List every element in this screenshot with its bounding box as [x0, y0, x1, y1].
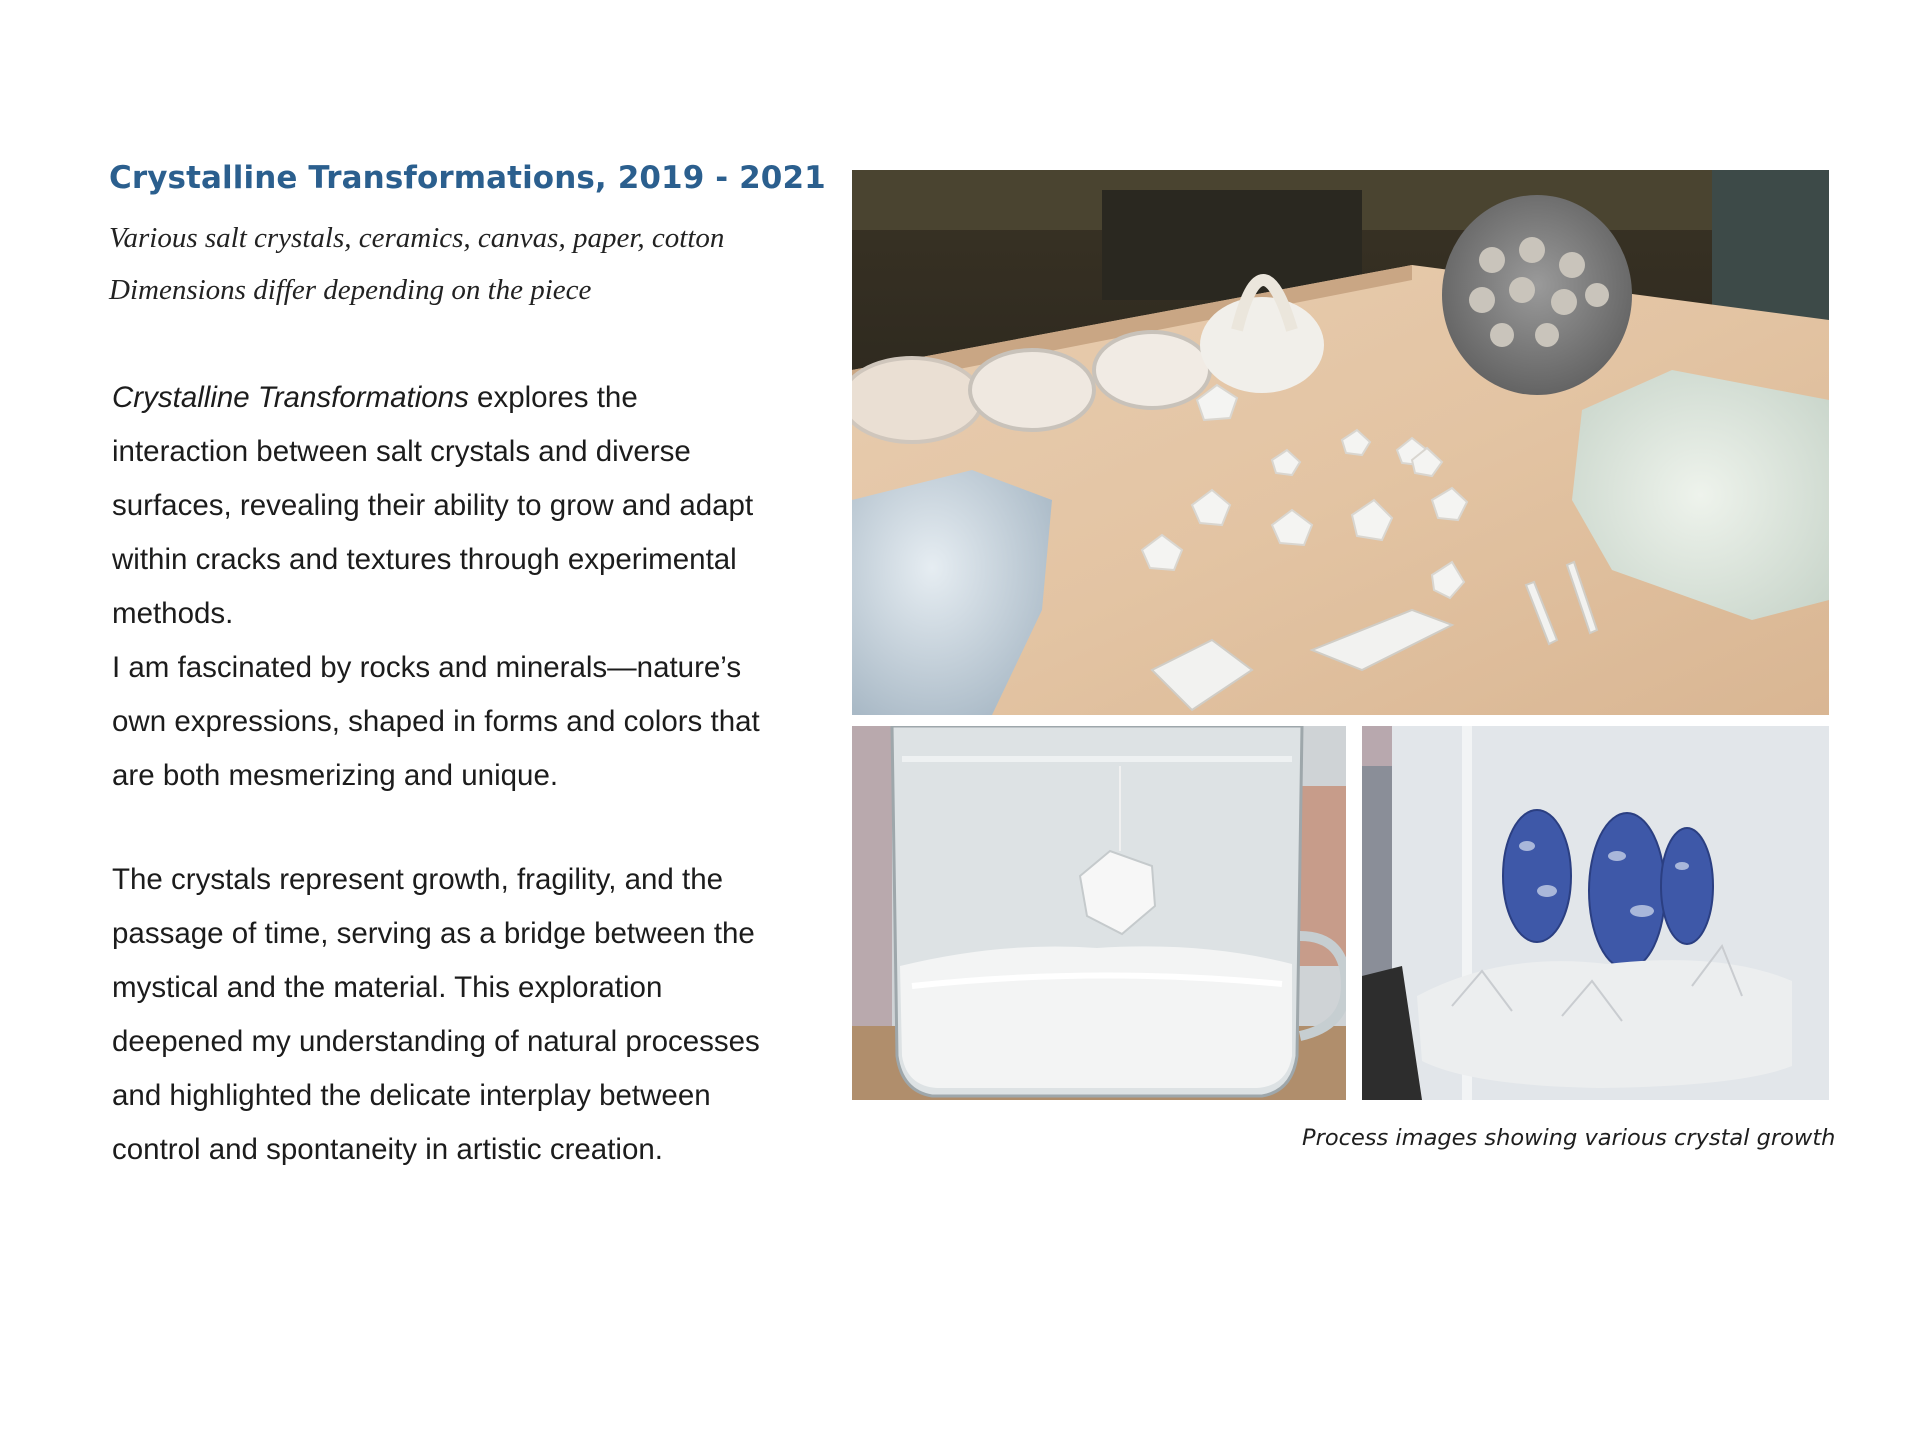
- statement-block: [112, 853, 772, 1177]
- blue-figures-crystal-photo: [1362, 726, 1829, 1100]
- description-paragraph-1: [112, 371, 772, 641]
- description-paragraph-1-text: explores the interaction between salt crystals and diverse surfaces, revealing their ability to grow and adapt within cracks and textures through experimental methods.: [112, 381, 754, 630]
- materials-line: Various salt crystals, ceramics, canvas, paper, cotton: [109, 222, 725, 254]
- description-paragraph-3: The crystals represent growth, fragility, and the passage of time, serving as a bridge between the mystical and the material. This exploration deepened my understanding of natural processes and highlighted the delicate interplay between control and spontaneity in artistic creation.: [112, 863, 760, 1166]
- figure-caption: Process images showing various crystal growth: [1302, 1125, 1836, 1151]
- dimensions-line: Dimensions differ depending on the piece: [109, 274, 592, 306]
- crystals-display-photo: [852, 170, 1829, 715]
- work-title-italic: Crystalline Transformations: [112, 381, 469, 414]
- hanging-crystal-jar-photo: [852, 726, 1346, 1100]
- description-paragraph-2: I am fascinated by rocks and minerals—nature’s own expressions, shaped in forms and colors that are both mesmerizing and unique.: [112, 651, 760, 792]
- description-block: [112, 371, 772, 803]
- page-title: Crystalline Transformations, 2019 - 2021: [109, 160, 826, 196]
